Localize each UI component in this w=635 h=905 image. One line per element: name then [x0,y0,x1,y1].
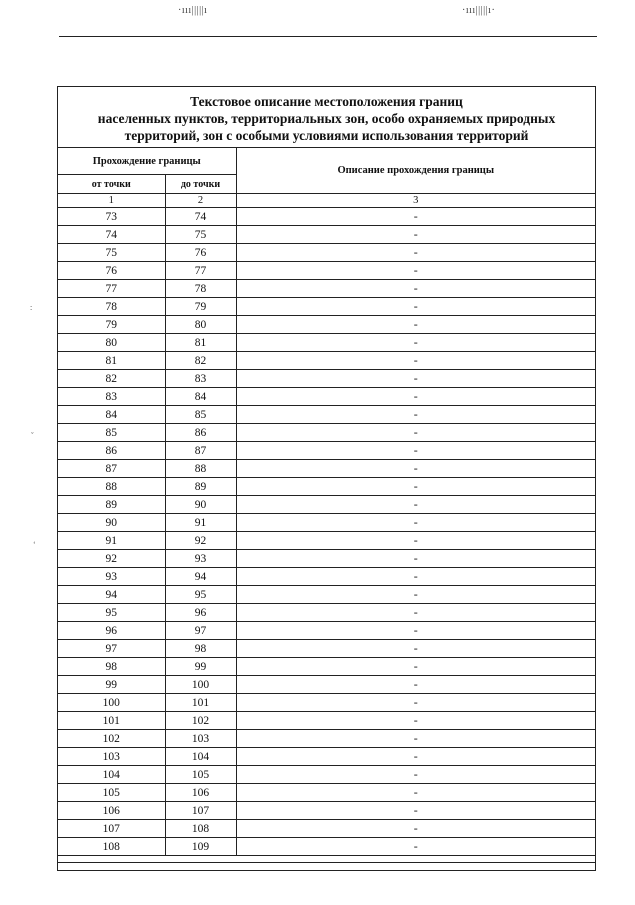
description-cell: - [236,370,595,388]
to-point-cell: 92 [165,532,236,550]
to-point-cell: 97 [165,622,236,640]
description-cell: - [236,658,595,676]
to-point-cell: 91 [165,514,236,532]
from-point-cell: 97 [58,640,165,658]
table-row [58,298,595,316]
from-point-cell: 108 [58,838,165,856]
description-cell: - [236,712,595,730]
title-line: Текстовое описание местоположения границ [190,94,463,109]
to-point-cell: 96 [165,604,236,622]
to-point-cell: 105 [165,766,236,784]
table-row [58,730,595,748]
to-point-cell: 98 [165,640,236,658]
table-row [58,442,595,460]
to-point-cell: 87 [165,442,236,460]
to-point-cell: 84 [165,388,236,406]
table-row [58,244,595,262]
to-point-cell: 88 [165,460,236,478]
table-row [58,622,595,640]
table-row [58,496,595,514]
from-point-cell: 79 [58,316,165,334]
boundary-description-frame [57,86,596,871]
from-point-cell: 92 [58,550,165,568]
table-row [58,676,595,694]
table-row [58,604,595,622]
from-point-cell: 94 [58,586,165,604]
to-point-cell: 77 [165,262,236,280]
boundary-passage-header: Прохождение границы [58,148,236,175]
from-point-cell: 104 [58,766,165,784]
table-row [58,280,595,298]
table-row [58,640,595,658]
to-point-cell: 93 [165,550,236,568]
from-point-cell: 96 [58,622,165,640]
table-row [58,370,595,388]
from-point-cell: 78 [58,298,165,316]
description-cell: - [236,478,595,496]
description-cell: - [236,622,595,640]
scan-binding-mark-left: ·ııı|||||ı [178,5,208,16]
to-point-cell: 74 [165,208,236,226]
from-point-cell: 74 [58,226,165,244]
description-cell: - [236,748,595,766]
to-point-cell: 109 [165,838,236,856]
table-row [58,712,595,730]
to-point-cell: 102 [165,712,236,730]
to-point-cell: 90 [165,496,236,514]
from-point-cell: 85 [58,424,165,442]
description-cell: - [236,496,595,514]
from-point-cell: 84 [58,406,165,424]
table-row [58,424,595,442]
from-point-cell: 106 [58,802,165,820]
to-point-cell: 104 [165,748,236,766]
from-point-cell: 87 [58,460,165,478]
to-point-cell: 79 [165,298,236,316]
to-point-cell: 100 [165,676,236,694]
document-title [58,87,595,148]
to-point-cell: 83 [165,370,236,388]
to-point-cell: 106 [165,784,236,802]
column-number: 1 [58,194,165,208]
description-cell: - [236,820,595,838]
from-point-cell: 93 [58,568,165,586]
table-row [58,694,595,712]
description-cell: - [236,442,595,460]
to-point-cell: 95 [165,586,236,604]
table-row [58,316,595,334]
from-point-header: от точки [58,175,165,194]
from-point-cell: 95 [58,604,165,622]
description-cell: - [236,460,595,478]
table-row [58,820,595,838]
from-point-cell: 89 [58,496,165,514]
description-cell: - [236,694,595,712]
description-cell: - [236,406,595,424]
margin-speck: : [30,303,33,312]
from-point-cell: 88 [58,478,165,496]
to-point-cell: 101 [165,694,236,712]
to-point-cell: 89 [165,478,236,496]
from-point-cell: 86 [58,442,165,460]
from-point-cell: 77 [58,280,165,298]
description-column-header: Описание прохождения границы [236,148,595,194]
column-number: 2 [165,194,236,208]
table-row [58,514,595,532]
description-cell: - [236,388,595,406]
title-line: населенных пунктов, территориальных зон, особо охраняемых природных [97,111,556,126]
table-row [58,550,595,568]
table-row [58,784,595,802]
from-point-cell: 73 [58,208,165,226]
description-cell: - [236,766,595,784]
table-body [58,208,595,863]
description-cell: - [236,568,595,586]
table-row [58,838,595,856]
table-row [58,658,595,676]
margin-speck: ‘ [33,540,36,549]
table-closing-row [58,856,595,863]
column-number: 3 [236,194,595,208]
to-point-cell: 86 [165,424,236,442]
description-cell: - [236,532,595,550]
to-point-cell: 76 [165,244,236,262]
from-point-cell: 82 [58,370,165,388]
to-point-cell: 85 [165,406,236,424]
from-point-cell: 98 [58,658,165,676]
to-point-cell: 99 [165,658,236,676]
from-point-cell: 90 [58,514,165,532]
from-point-cell: 100 [58,694,165,712]
description-cell: - [236,316,595,334]
description-cell: - [236,208,595,226]
to-point-cell: 103 [165,730,236,748]
table-row [58,352,595,370]
description-cell: - [236,352,595,370]
description-cell: - [236,676,595,694]
to-point-cell: 108 [165,820,236,838]
description-cell: - [236,550,595,568]
from-point-cell: 76 [58,262,165,280]
to-point-cell: 82 [165,352,236,370]
table-row [58,388,595,406]
table-row [58,226,595,244]
from-point-cell: 83 [58,388,165,406]
to-point-cell: 107 [165,802,236,820]
to-point-cell: 80 [165,316,236,334]
from-point-cell: 81 [58,352,165,370]
from-point-cell: 75 [58,244,165,262]
table-closing-cell [58,856,595,863]
description-cell: - [236,586,595,604]
description-cell: - [236,298,595,316]
description-cell: - [236,838,595,856]
table-row [58,586,595,604]
table-row [58,460,595,478]
table-row [58,334,595,352]
to-point-cell: 78 [165,280,236,298]
description-cell: - [236,784,595,802]
table-row [58,532,595,550]
description-cell: - [236,424,595,442]
table-row [58,748,595,766]
description-cell: - [236,280,595,298]
description-cell: - [236,640,595,658]
table-row [58,406,595,424]
to-point-header: до точки [165,175,236,194]
description-cell: - [236,730,595,748]
scan-binding-mark-right: ·ııı|||||ı· [462,5,496,16]
description-cell: - [236,802,595,820]
from-point-cell: 80 [58,334,165,352]
from-point-cell: 99 [58,676,165,694]
description-cell: - [236,334,595,352]
margin-speck: ˇ [31,431,34,440]
header-rule [59,36,597,37]
from-point-cell: 105 [58,784,165,802]
table-row [58,262,595,280]
from-point-cell: 103 [58,748,165,766]
to-point-cell: 81 [165,334,236,352]
description-cell: - [236,514,595,532]
from-point-cell: 101 [58,712,165,730]
table-row [58,766,595,784]
from-point-cell: 91 [58,532,165,550]
to-point-cell: 94 [165,568,236,586]
title-line: территорий, зон с особыми условиями использования территорий [124,128,529,143]
boundary-table [58,148,595,863]
from-point-cell: 107 [58,820,165,838]
description-cell: - [236,244,595,262]
description-cell: - [236,262,595,280]
table-row [58,802,595,820]
description-cell: - [236,226,595,244]
description-cell: - [236,604,595,622]
table-row [58,208,595,226]
table-row [58,568,595,586]
table-row [58,478,595,496]
to-point-cell: 75 [165,226,236,244]
from-point-cell: 102 [58,730,165,748]
